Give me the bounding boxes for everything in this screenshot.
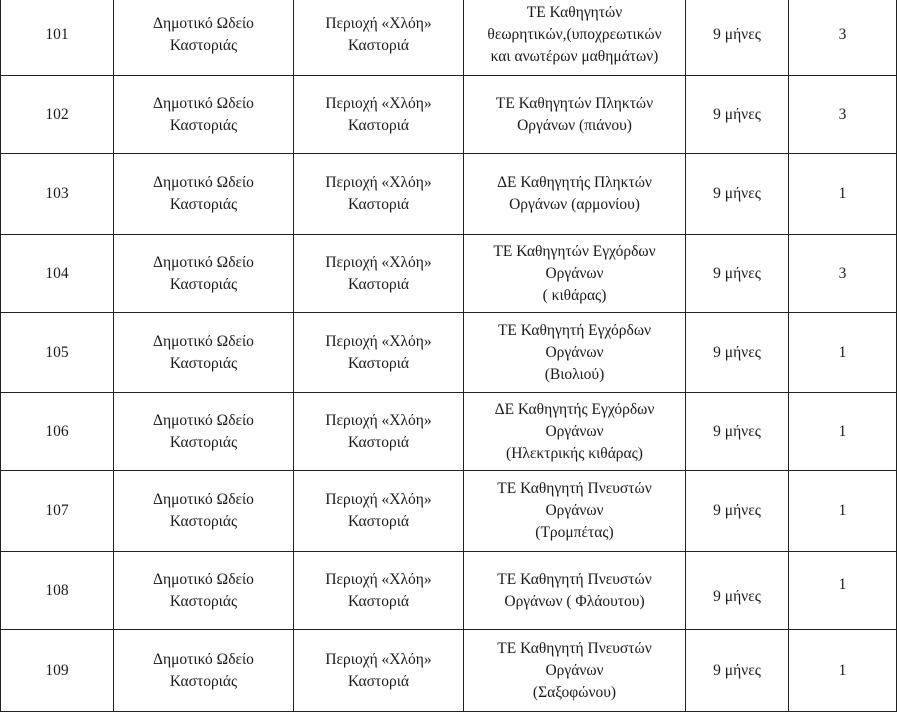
employer-cell-line: Δημοτικό Ωδείο — [153, 15, 254, 32]
table-row — [1, 313, 897, 393]
specialty-cell-line: Οργάνων — [545, 422, 604, 440]
employer-cell-line: Δημοτικό Ωδείο — [153, 94, 254, 112]
location-cell — [294, 471, 464, 552]
row-number — [1, 471, 114, 552]
count-cell — [789, 471, 897, 552]
specialty-cell — [464, 393, 686, 471]
specialty-cell — [464, 471, 686, 552]
duration-cell-text: 9 μήνες — [713, 502, 761, 519]
table-row — [1, 552, 897, 630]
specialty-cell-line: Οργάνων — [545, 343, 604, 361]
row-number-text: 107 — [45, 502, 69, 519]
employer-cell-line: Καστοριάς — [169, 672, 238, 690]
count-cell — [789, 0, 897, 76]
row-number-text: 105 — [45, 343, 69, 361]
duration-cell — [686, 552, 789, 630]
specialty-cell-line: (Βιολιού) — [544, 365, 605, 383]
employer-cell — [114, 393, 294, 471]
location-cell-line: Καστοριά — [347, 433, 410, 451]
row-number-text: 109 — [45, 661, 69, 679]
location-cell-line: Καστοριά — [347, 196, 410, 213]
count-cell-text: 3 — [838, 105, 847, 123]
specialty-cell — [464, 154, 686, 235]
employer-cell-line: Καστοριάς — [169, 513, 238, 530]
count-cell — [789, 76, 897, 154]
table-row — [1, 630, 897, 712]
specialty-cell-line: (Τρομπέτας) — [535, 524, 614, 541]
duration-cell-text: 9 μήνες — [713, 587, 761, 605]
table-row — [1, 0, 897, 76]
specialty-cell-line: ΔΕ Καθηγητής Εγχόρδων — [494, 400, 655, 418]
specialty-cell-line: Οργάνων (πιάνου) — [517, 116, 632, 134]
location-cell-line: Καστοριά — [347, 672, 410, 690]
specialty-cell — [464, 630, 686, 712]
duration-cell — [686, 235, 789, 313]
table-row — [1, 154, 897, 235]
duration-cell — [686, 76, 789, 154]
specialty-cell — [464, 552, 686, 630]
specialty-cell-line: (Ηλεκτρικής κιθάρας) — [506, 444, 643, 462]
location-cell — [294, 154, 464, 235]
count-cell-text: 1 — [838, 343, 847, 361]
count-cell-text: 3 — [838, 26, 847, 43]
specialty-cell — [464, 313, 686, 393]
location-cell-line: Περιοχή «Χλόη» — [325, 491, 432, 508]
specialty-cell-line: ΤΕ Καθηγητών Εγχόρδων — [493, 242, 656, 260]
count-cell-text: 3 — [838, 264, 847, 282]
specialty-cell — [464, 235, 686, 313]
specialty-cell-line: ΤΕ Καθηγητή Πνευστών — [497, 639, 652, 657]
specialty-cell-line: Οργάνων — [545, 661, 604, 679]
specialty-cell-line: Οργάνων — [545, 502, 604, 519]
row-number — [1, 630, 114, 712]
employer-cell-line: Καστοριάς — [169, 433, 238, 451]
count-cell-text: 1 — [838, 422, 847, 440]
count-cell — [789, 154, 897, 235]
duration-cell — [686, 471, 789, 552]
specialty-cell-line: (Σαξοφώνου) — [532, 683, 617, 701]
location-cell-line: Περιοχή «Χλόη» — [325, 94, 432, 112]
duration-cell — [686, 313, 789, 393]
count-cell — [789, 630, 897, 712]
duration-cell-text: 9 μήνες — [713, 422, 761, 440]
location-cell — [294, 393, 464, 471]
location-cell-line: Περιοχή «Χλόη» — [325, 570, 432, 588]
count-cell — [789, 235, 897, 313]
row-number-text: 108 — [45, 581, 69, 599]
row-number — [1, 235, 114, 313]
employer-cell-line: Δημοτικό Ωδείο — [153, 411, 254, 429]
duration-cell-text: 9 μήνες — [713, 105, 761, 123]
specialty-cell-line: θεωρητικών,(υποχρεωτικών — [487, 26, 662, 43]
row-number — [1, 313, 114, 393]
employer-cell — [114, 235, 294, 313]
location-cell-line: Περιοχή «Χλόη» — [325, 174, 432, 191]
specialty-cell-line: ΤΕ Καθηγητή Εγχόρδων — [497, 321, 652, 339]
location-cell-line: Καστοριά — [347, 513, 410, 530]
specialty-cell-line: ΔΕ Καθηγητής Πληκτών — [497, 174, 652, 191]
table-row — [1, 393, 897, 471]
employer-cell-line: Δημοτικό Ωδείο — [153, 174, 254, 191]
location-cell — [294, 76, 464, 154]
employer-cell-line: Καστοριάς — [169, 196, 238, 213]
row-number — [1, 76, 114, 154]
employer-cell — [114, 313, 294, 393]
duration-cell — [686, 154, 789, 235]
location-cell — [294, 630, 464, 712]
specialty-cell-line: ( κιθάρας) — [542, 286, 607, 304]
specialty-cell-line: ΤΕ Καθηγητή Πνευστών — [497, 570, 652, 588]
specialty-cell-line: ΤΕ Καθηγητών — [526, 4, 623, 21]
duration-cell-text: 9 μήνες — [713, 343, 761, 361]
count-cell-text: 1 — [838, 575, 847, 593]
employer-cell-line: Δημοτικό Ωδείο — [153, 253, 254, 271]
employer-cell — [114, 471, 294, 552]
duration-cell — [686, 630, 789, 712]
location-cell-line: Καστοριά — [347, 37, 410, 54]
employer-cell-line: Δημοτικό Ωδείο — [153, 650, 254, 668]
duration-cell — [686, 393, 789, 471]
count-cell-text: 1 — [838, 185, 847, 202]
duration-cell-text: 9 μήνες — [713, 185, 761, 202]
employer-cell — [114, 154, 294, 235]
location-cell — [294, 552, 464, 630]
row-number-text: 102 — [45, 105, 69, 123]
employer-cell-line: Καστοριάς — [169, 354, 238, 372]
employer-cell-line: Δημοτικό Ωδείο — [153, 570, 254, 588]
row-number — [1, 393, 114, 471]
table-body — [1, 0, 897, 712]
duration-cell — [686, 0, 789, 76]
duration-cell-text: 9 μήνες — [713, 264, 761, 282]
row-number — [1, 552, 114, 630]
location-cell-line: Καστοριά — [347, 116, 410, 134]
specialty-cell-line: Οργάνων (αρμονίου) — [509, 196, 640, 213]
specialty-cell-line: Οργάνων ( Φλάουτου) — [504, 592, 645, 610]
employer-cell-line: Δημοτικό Ωδείο — [153, 491, 254, 508]
specialty-cell — [464, 76, 686, 154]
row-number-text: 103 — [45, 185, 69, 202]
employer-cell-line: Καστοριάς — [169, 275, 238, 293]
count-cell — [789, 393, 897, 471]
specialty-cell-line: ΤΕ Καθηγητή Πνευστών — [497, 480, 652, 497]
location-cell-line: Καστοριά — [347, 275, 410, 293]
location-cell-line: Περιοχή «Χλόη» — [325, 411, 432, 429]
location-cell-line: Περιοχή «Χλόη» — [325, 332, 432, 350]
count-cell-text: 1 — [838, 661, 847, 679]
employer-cell — [114, 630, 294, 712]
specialty-cell-line: Οργάνων — [545, 264, 604, 282]
employer-cell-line: Καστοριάς — [169, 116, 238, 134]
location-cell — [294, 235, 464, 313]
employer-cell-line: Καστοριάς — [169, 37, 238, 54]
row-number-text: 104 — [45, 264, 69, 282]
count-cell — [789, 313, 897, 393]
table-row — [1, 235, 897, 313]
employer-cell-line: Δημοτικό Ωδείο — [153, 332, 254, 350]
table-row — [1, 471, 897, 552]
employer-cell — [114, 0, 294, 76]
location-cell-line: Περιοχή «Χλόη» — [325, 15, 432, 32]
specialty-cell — [464, 0, 686, 76]
location-cell-line: Καστοριά — [347, 354, 410, 372]
row-number — [1, 0, 114, 76]
employer-cell-line: Καστοριάς — [169, 592, 238, 610]
location-cell-line: Καστοριά — [347, 592, 410, 610]
location-cell — [294, 0, 464, 76]
specialty-cell-line: ΤΕ Καθηγητών Πληκτών — [495, 94, 654, 112]
row-number-text: 101 — [45, 26, 69, 43]
location-cell-line: Περιοχή «Χλόη» — [325, 253, 432, 271]
count-cell — [789, 552, 897, 630]
location-cell — [294, 313, 464, 393]
location-cell-line: Περιοχή «Χλόη» — [325, 650, 432, 668]
duration-cell-text: 9 μήνες — [713, 661, 761, 679]
row-number-text: 106 — [45, 422, 69, 440]
duration-cell-text: 9 μήνες — [713, 26, 761, 43]
table-row — [1, 76, 897, 154]
employer-cell — [114, 76, 294, 154]
count-cell-text: 1 — [838, 502, 847, 519]
employer-cell — [114, 552, 294, 630]
specialty-cell-line: και ανωτέρων μαθημάτων) — [490, 48, 659, 65]
row-number — [1, 154, 114, 235]
